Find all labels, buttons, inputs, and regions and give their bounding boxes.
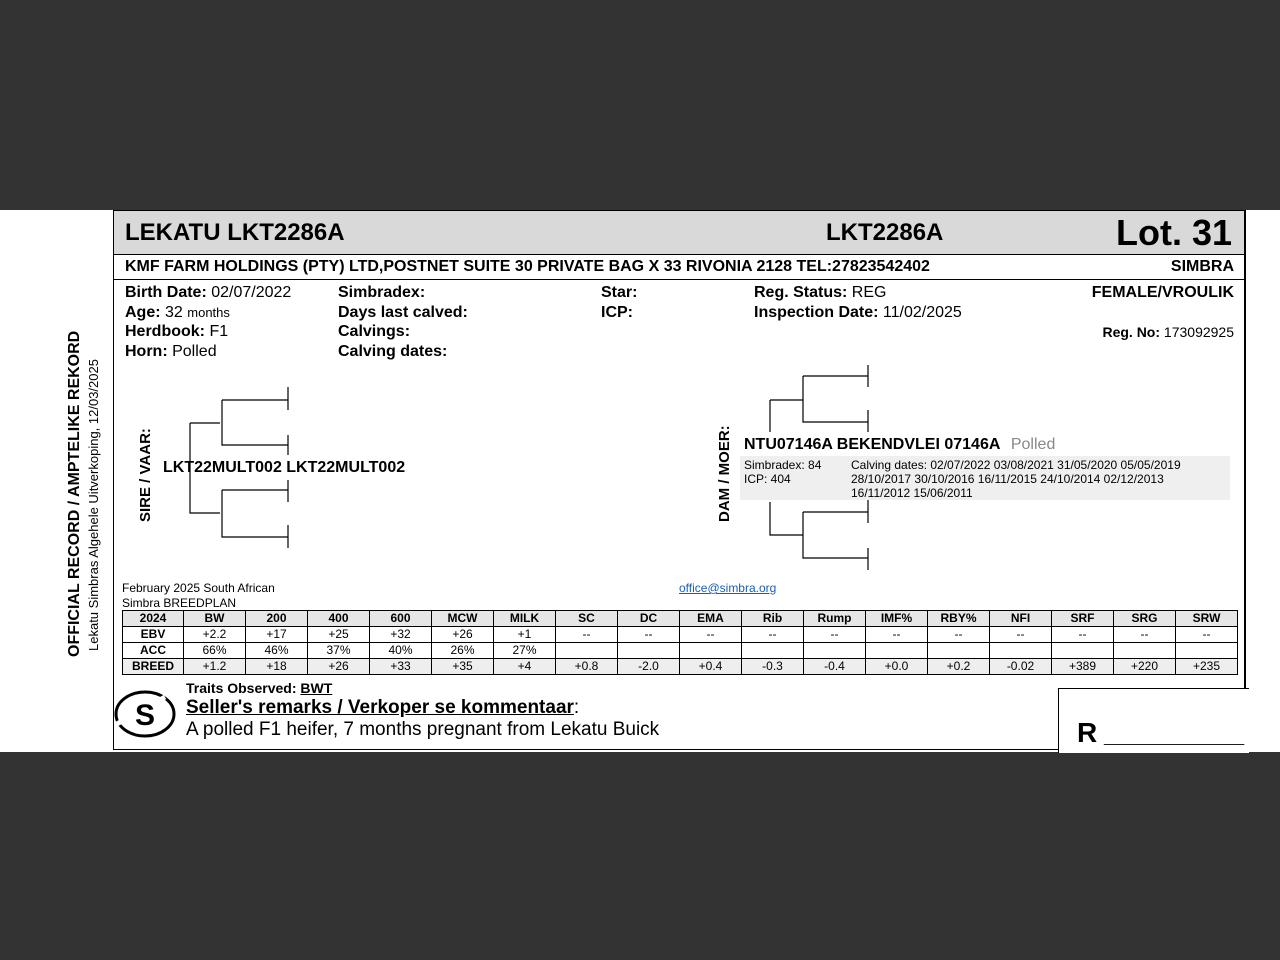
lot-sheet xyxy=(0,210,1280,752)
table-cell: NFI xyxy=(990,611,1052,627)
table-cell xyxy=(618,643,680,659)
table-cell: -- xyxy=(1176,627,1238,643)
remarks-text: A polled F1 heifer, 7 months pregnant from Lekatu Buick xyxy=(186,719,660,740)
table-cell: MCW xyxy=(432,611,494,627)
table-cell: +4 xyxy=(494,659,556,675)
calvings-label: Calvings: xyxy=(338,323,411,340)
table-cell xyxy=(1052,643,1114,659)
table-cell: +2.2 xyxy=(184,627,246,643)
table-cell: -- xyxy=(804,627,866,643)
animal-name: LEKATU LKT2286A xyxy=(125,219,345,246)
table-cell: SC xyxy=(556,611,618,627)
table-cell xyxy=(556,643,618,659)
table-cell: +35 xyxy=(432,659,494,675)
email-link[interactable]: office@simbra.org xyxy=(679,581,777,595)
owner-line: KMF FARM HOLDINGS (PTY) LTD,POSTNET SUITE 30 PRIVATE BAG X 33 RIVONIA 2128 TEL:27823542402 xyxy=(125,258,930,275)
table-cell: -- xyxy=(742,627,804,643)
row-label-cell: EBV xyxy=(123,627,184,643)
table-cell: -- xyxy=(990,627,1052,643)
table-row-acc xyxy=(123,643,1238,659)
price-box xyxy=(1058,688,1249,753)
table-cell: -0.02 xyxy=(990,659,1052,675)
table-cell xyxy=(1114,643,1176,659)
table-cell: BW xyxy=(184,611,246,627)
horn: Horn: Polled xyxy=(125,343,217,360)
simbradex-label: Simbradex: xyxy=(338,284,426,301)
price-line[interactable]: __________________ xyxy=(1104,729,1245,745)
table-cell xyxy=(990,643,1052,659)
animal-id: LKT2286A xyxy=(826,219,944,246)
reg-status: Reg. Status: REG xyxy=(754,284,887,301)
table-cell: +25 xyxy=(308,627,370,643)
dam-label: DAM / MOER: xyxy=(716,425,733,522)
table-cell: +26 xyxy=(432,627,494,643)
table-cell: SRF xyxy=(1052,611,1114,627)
table-cell: DC xyxy=(618,611,680,627)
dam-horn: Polled xyxy=(1010,436,1056,453)
table-cell: -0.3 xyxy=(742,659,804,675)
table-cell: 27% xyxy=(494,643,556,659)
table-cell: +32 xyxy=(370,627,432,643)
dam-simbradex: Simbradex: 84 xyxy=(744,458,822,472)
dam-calving-dates-3: 16/11/2012 15/06/2011 xyxy=(851,486,973,500)
table-header-row xyxy=(123,611,1238,627)
table-cell: +220 xyxy=(1114,659,1176,675)
table-cell: 40% xyxy=(370,643,432,659)
table-cell: Rump xyxy=(804,611,866,627)
calving-dates-label: Calving dates: xyxy=(338,343,448,360)
dam-name-row xyxy=(744,436,1055,454)
table-cell: SRW xyxy=(1176,611,1238,627)
table-cell xyxy=(1176,643,1238,659)
table-cell: 200 xyxy=(246,611,308,627)
table-cell: +0.2 xyxy=(928,659,990,675)
breed-label: SIMBRA xyxy=(1170,258,1234,275)
ebv-table xyxy=(122,610,1238,675)
table-cell xyxy=(804,643,866,659)
table-cell: 66% xyxy=(184,643,246,659)
breedplan-line-2: Simbra BREEDPLAN xyxy=(122,596,237,610)
table-cell: SRG xyxy=(1114,611,1176,627)
table-cell: +0.4 xyxy=(680,659,742,675)
sire-name: LKT22MULT002 LKT22MULT002 xyxy=(163,459,406,476)
table-cell: -- xyxy=(928,627,990,643)
age: Age: 32 months xyxy=(125,304,230,321)
table-cell: -- xyxy=(866,627,928,643)
table-cell: +17 xyxy=(246,627,308,643)
table-cell: +235 xyxy=(1176,659,1238,675)
table-cell: +0.8 xyxy=(556,659,618,675)
table-cell: +0.0 xyxy=(866,659,928,675)
lot-number: Lot. 31 xyxy=(1116,212,1233,253)
table-cell: +26 xyxy=(308,659,370,675)
table-cell: -- xyxy=(1114,627,1176,643)
table-cell: MILK xyxy=(494,611,556,627)
table-cell xyxy=(680,643,742,659)
logo-letter: S xyxy=(134,699,156,732)
table-cell: -- xyxy=(618,627,680,643)
table-row-breed xyxy=(123,659,1238,675)
star-label: Star: xyxy=(601,284,638,301)
table-cell: RBY% xyxy=(928,611,990,627)
dam-calving-dates-1: Calving dates: 02/07/2022 03/08/2021 31/05/2020 05/05/2019 xyxy=(851,458,1181,472)
table-cell: -- xyxy=(680,627,742,643)
table-cell: -- xyxy=(556,627,618,643)
table-cell: +18 xyxy=(246,659,308,675)
days-last-calved-label: Days last calved: xyxy=(338,304,468,321)
herdbook: Herdbook: F1 xyxy=(125,323,229,340)
sire-label: SIRE / VAAR: xyxy=(137,428,154,522)
breedplan-line-1: February 2025 South African xyxy=(122,581,275,595)
sale-name-label: Lekatu Simbras Algehele Uitverkoping, 12/03/2025 xyxy=(86,359,101,651)
table-cell xyxy=(928,643,990,659)
dam-calving-dates-2: 28/10/2017 30/10/2016 16/11/2015 24/10/2014 02/12/2013 xyxy=(851,472,1164,486)
table-cell: +389 xyxy=(1052,659,1114,675)
table-row-ebv xyxy=(123,627,1238,643)
row-label-cell: BREED xyxy=(123,659,184,675)
row-label-cell: ACC xyxy=(123,643,184,659)
row-label-cell: 2024 xyxy=(123,611,184,627)
table-cell xyxy=(866,643,928,659)
table-cell: -0.4 xyxy=(804,659,866,675)
table-cell: +1.2 xyxy=(184,659,246,675)
table-cell: 46% xyxy=(246,643,308,659)
table-cell: 600 xyxy=(370,611,432,627)
simbra-logo xyxy=(113,685,177,743)
table-cell: EMA xyxy=(680,611,742,627)
table-cell: +33 xyxy=(370,659,432,675)
table-cell: IMF% xyxy=(866,611,928,627)
official-record-label: OFFICIAL RECORD / AMPTELIKE REKORD xyxy=(66,330,83,657)
table-cell: +1 xyxy=(494,627,556,643)
icp-label: ICP: xyxy=(601,304,633,321)
inspection-date: Inspection Date: 11/02/2025 xyxy=(754,304,962,321)
dam-icp: ICP: 404 xyxy=(744,472,791,486)
table-cell: 400 xyxy=(308,611,370,627)
price-currency: R xyxy=(1077,717,1098,748)
traits-observed: Traits Observed: BWT xyxy=(186,680,333,696)
table-cell: Rib xyxy=(742,611,804,627)
table-cell: -2.0 xyxy=(618,659,680,675)
dam-name: NTU07146A BEKENDVLEI 07146A xyxy=(744,436,1001,453)
table-cell: 37% xyxy=(308,643,370,659)
remarks-heading: Seller's remarks / Verkoper se kommentaar: xyxy=(186,697,580,718)
reg-number: Reg. No: 173092925 xyxy=(1102,324,1234,340)
birth-date: Birth Date: 02/07/2022 xyxy=(125,284,292,301)
table-cell: 26% xyxy=(432,643,494,659)
table-cell xyxy=(742,643,804,659)
sex-label: FEMALE/VROULIK xyxy=(1091,284,1234,301)
table-cell: -- xyxy=(1052,627,1114,643)
